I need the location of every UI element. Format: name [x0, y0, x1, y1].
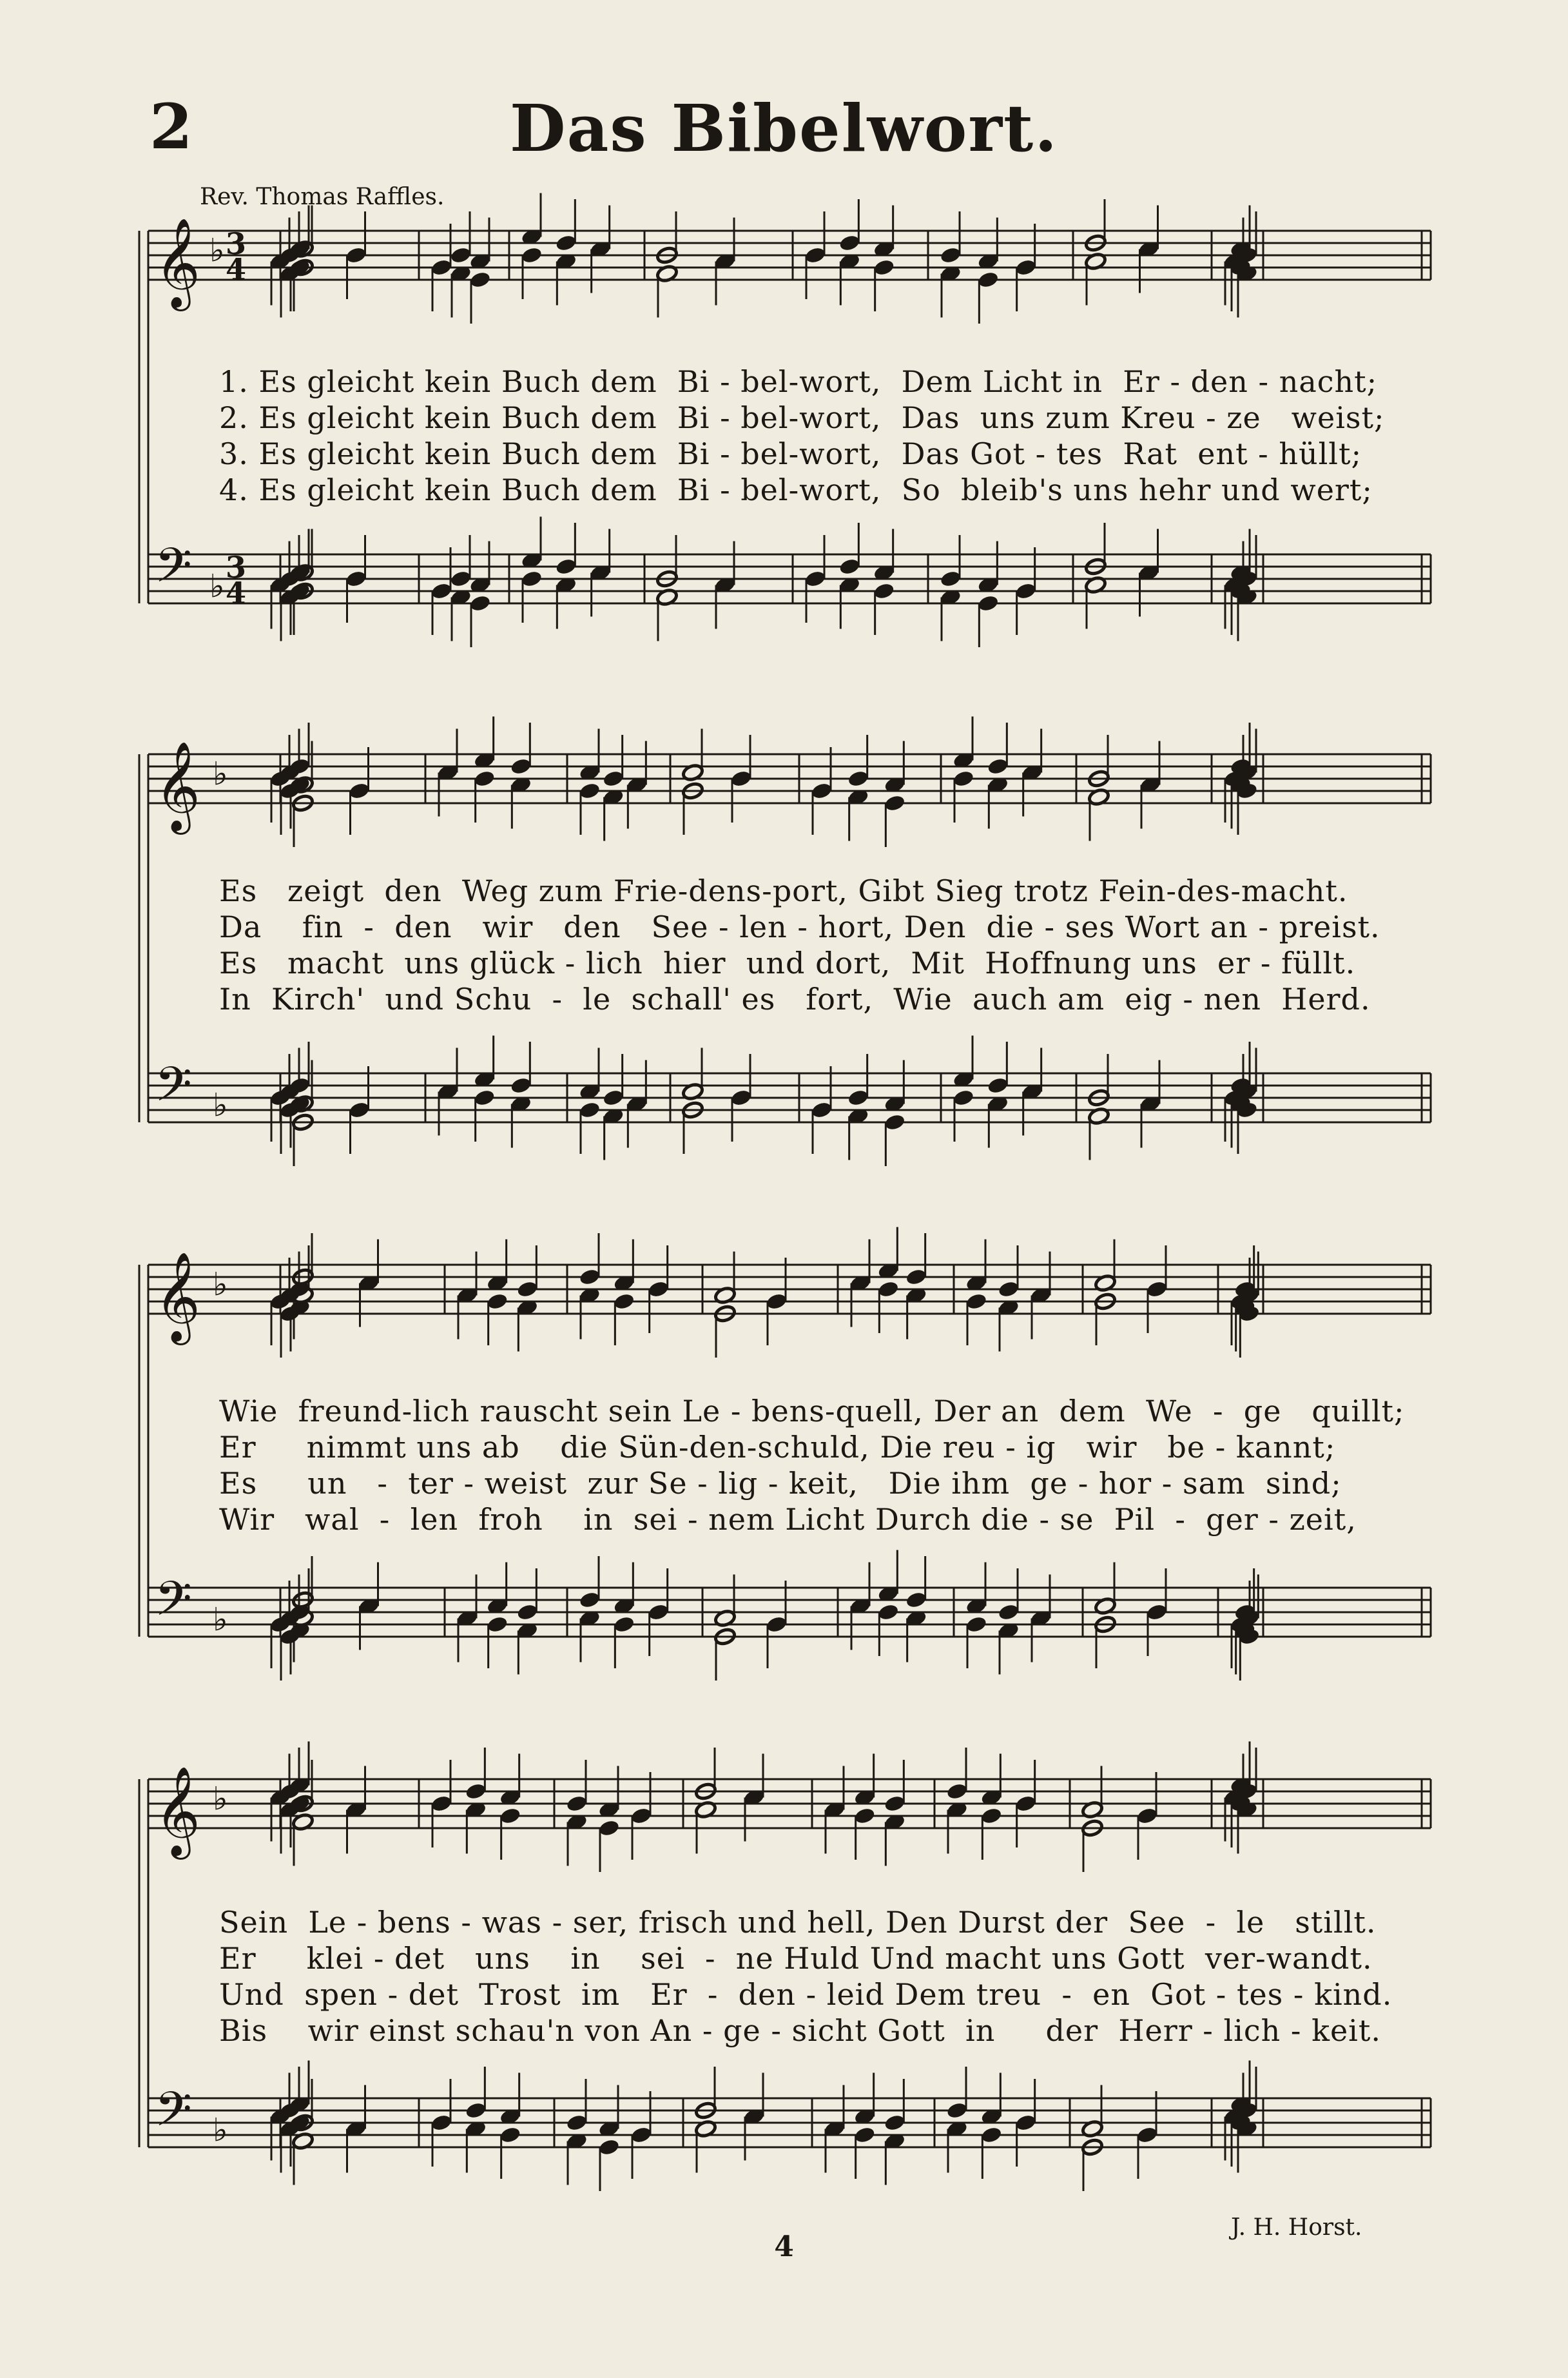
quarter-note — [510, 757, 532, 775]
key-flat-icon: ♭ — [213, 1601, 228, 1639]
verse-2-line-system-4: Er klei - det uns in sei - ne Huld Und macht uns Gott ver-wandt. — [219, 1941, 1373, 1976]
quarter-note — [449, 569, 472, 588]
quarter-note — [578, 1100, 601, 1119]
quarter-note — [499, 1806, 521, 1825]
quarter-note — [853, 1806, 876, 1825]
quarter-note — [597, 2138, 620, 2156]
treble-clef-icon: 𝄞 — [155, 218, 200, 307]
quarter-note — [578, 1590, 601, 1609]
quarter-note — [965, 1292, 987, 1311]
verse-2-line-system-1: 2. Es gleicht kein Buch dem Bi - bel-wort, Das uns zum Kreu - ze weist; — [219, 400, 1385, 435]
quarter-note — [647, 1603, 670, 1621]
quarter-note — [345, 569, 367, 588]
quarter-note — [847, 769, 869, 788]
quarter-note — [884, 2113, 906, 2132]
key-flat-icon: ♭ — [213, 2111, 228, 2149]
quarter-note — [1136, 2125, 1158, 2144]
verse-1-line-system-1: 1. Es gleicht kein Buch dem Bi - bel-wort, Dem Licht in Er - den - nacht; — [219, 364, 1378, 399]
key-flat-icon: ♭ — [213, 755, 228, 793]
verse-4-line-system-3: Wir wal - len froh in sei - nem Licht Durch die - se Pil - ger - zeit, — [219, 1502, 1357, 1537]
time-signature-top: 3 — [226, 550, 247, 585]
quarter-note — [473, 769, 496, 788]
lyricist-credit: Rev. Thomas Raffles. — [200, 184, 445, 210]
quarter-note — [516, 1603, 539, 1621]
quarter-note — [597, 1818, 620, 1837]
quarter-note — [884, 794, 906, 812]
key-flat-icon: ♭ — [213, 1086, 228, 1124]
treble-clef-icon: 𝄞 — [155, 1252, 200, 1341]
quarter-note — [939, 569, 962, 588]
quarter-note — [997, 1603, 1020, 1621]
quarter-note — [430, 258, 452, 277]
verse-1-line-system-2: Es zeigt den Weg zum Frie-dens-port, Gibt Sieg trotz Fein-des-macht. — [219, 873, 1348, 908]
quarter-note — [430, 581, 452, 600]
quarter-note — [877, 1280, 900, 1298]
verse-4-line-system-2: In Kirch' und Schu - le schall' es fort, Wie auch am eig - nen Herd. — [219, 982, 1371, 1017]
page-number: 4 — [774, 2230, 794, 2263]
quarter-note — [1145, 1603, 1168, 1621]
quarter-note — [884, 1113, 906, 1131]
quarter-note — [486, 1615, 508, 1633]
quarter-note — [578, 1267, 601, 1286]
quarter-note — [486, 1292, 508, 1311]
quarter-note — [997, 1280, 1020, 1298]
quarter-note — [473, 1088, 496, 1107]
hymn-number: 2 — [150, 90, 193, 163]
quarter-note — [977, 270, 1000, 289]
quarter-note — [469, 270, 491, 289]
bass-clef-icon: 𝄢 — [155, 2081, 192, 2149]
quarter-note — [613, 1292, 635, 1311]
quarter-note — [730, 769, 752, 788]
quarter-note — [945, 1782, 968, 1800]
quarter-note — [555, 233, 577, 252]
quarter-note — [977, 594, 1000, 612]
quarter-note — [602, 769, 624, 788]
quarter-note — [847, 1088, 869, 1107]
quarter-note — [499, 2125, 521, 2144]
quarter-note — [877, 1603, 900, 1621]
quarter-note — [1014, 581, 1037, 600]
quarter-note — [516, 1280, 539, 1298]
quarter-note — [952, 1088, 974, 1107]
quarter-note — [345, 246, 367, 264]
quarter-note — [430, 2113, 452, 2132]
hymn-title: Das Bibelwort. — [509, 90, 1059, 166]
key-flat-icon: ♭ — [213, 1780, 228, 1818]
quarter-note — [853, 2125, 876, 2144]
quarter-note — [838, 233, 861, 252]
quarter-note — [555, 557, 577, 576]
quarter-note — [510, 1076, 532, 1095]
quarter-note — [952, 769, 974, 788]
quarter-note — [804, 246, 826, 264]
quarter-note — [1145, 1280, 1168, 1298]
verse-2-line-system-3: Er nimmt uns ab die Sün-den-schuld, Die reu - ig wir be - kannt; — [219, 1430, 1336, 1465]
composer-credit: J. H. Horst. — [1231, 2214, 1362, 2241]
quarter-note — [884, 1794, 906, 1813]
quarter-note — [565, 1794, 588, 1813]
quarter-note — [449, 246, 472, 264]
quarter-note — [602, 1088, 624, 1107]
quarter-note — [804, 569, 826, 588]
quarter-note — [630, 1806, 652, 1825]
quarter-note — [348, 1100, 371, 1119]
quarter-note — [873, 258, 895, 277]
quarter-note — [1014, 1794, 1037, 1813]
quarter-note — [465, 2101, 487, 2120]
bass-clef-icon: 𝄢 — [155, 1057, 192, 1124]
verse-3-line-system-2: Es macht uns glück - lich hier und dort, Mit Hoffnung uns er - füllt. — [219, 946, 1356, 980]
quarter-note — [939, 246, 962, 264]
quarter-note — [520, 246, 543, 264]
quarter-note — [613, 1615, 635, 1633]
treble-clef-icon: 𝄞 — [155, 1766, 200, 1856]
verse-1-line-system-3: Wie freund-lich rauscht sein Le - bens-quell, Der an dem We - ge quillt; — [219, 1394, 1405, 1428]
quarter-note — [765, 1292, 788, 1311]
quarter-note — [765, 1615, 788, 1633]
quarter-note — [1014, 258, 1037, 277]
quarter-note — [987, 1076, 1009, 1095]
quarter-note — [647, 1280, 670, 1298]
verse-3-line-system-1: 3. Es gleicht kein Buch dem Bi - bel-wort, Das Got - tes Rat ent - hüllt; — [219, 436, 1362, 471]
verse-4-line-system-1: 4. Es gleicht kein Buch dem Bi - bel-wort, So bleib's uns hehr und wert; — [219, 473, 1373, 507]
time-signature-bottom: 4 — [226, 576, 247, 610]
quarter-note — [565, 2113, 588, 2132]
quarter-note — [810, 1100, 833, 1119]
quarter-note — [905, 1267, 927, 1286]
time-signature-top: 3 — [226, 226, 247, 261]
verse-4-line-system-4: Bis wir einst schau'n von An - ge - sicht Gott in der Herr - lich - keit. — [219, 2013, 1381, 2048]
quarter-note — [838, 557, 861, 576]
key-flat-icon: ♭ — [209, 231, 225, 269]
verse-3-line-system-4: Und spen - det Trost im Er - den - leid Dem treu - en Got - tes - kind. — [219, 1977, 1393, 2012]
quarter-note — [578, 781, 601, 800]
key-flat-icon: ♭ — [209, 567, 225, 605]
quarter-note — [965, 1615, 987, 1633]
quarter-note — [980, 2125, 1003, 2144]
quarter-note — [980, 1806, 1003, 1825]
quarter-note — [520, 569, 543, 588]
verse-3-line-system-3: Es un - ter - weist zur Se - lig - keit, Die ihm ge - hor - sam sind; — [219, 1466, 1342, 1501]
quarter-note — [469, 594, 491, 612]
quarter-note — [873, 581, 895, 600]
quarter-note — [730, 1088, 752, 1107]
bass-clef-icon: 𝄢 — [155, 538, 192, 605]
quarter-note — [465, 1782, 487, 1800]
quarter-note — [348, 781, 371, 800]
time-signature-bottom: 4 — [226, 252, 247, 287]
quarter-note — [1136, 1806, 1158, 1825]
quarter-note — [905, 1590, 927, 1609]
quarter-note — [945, 2101, 968, 2120]
bass-clef-icon: 𝄢 — [155, 1571, 192, 1639]
quarter-note — [1014, 2113, 1037, 2132]
quarter-note — [810, 781, 833, 800]
quarter-note — [430, 1794, 452, 1813]
quarter-note — [630, 2125, 652, 2144]
verse-2-line-system-2: Da fin - den wir den See - len - hort, Den die - ses Wort an - preist. — [219, 910, 1380, 944]
key-flat-icon: ♭ — [213, 1265, 228, 1303]
quarter-note — [987, 757, 1009, 775]
treble-clef-icon: 𝄞 — [155, 741, 200, 831]
verse-1-line-system-4: Sein Le - bens - was - ser, frisch und hell, Den Durst der See - le stillt. — [219, 1905, 1377, 1940]
